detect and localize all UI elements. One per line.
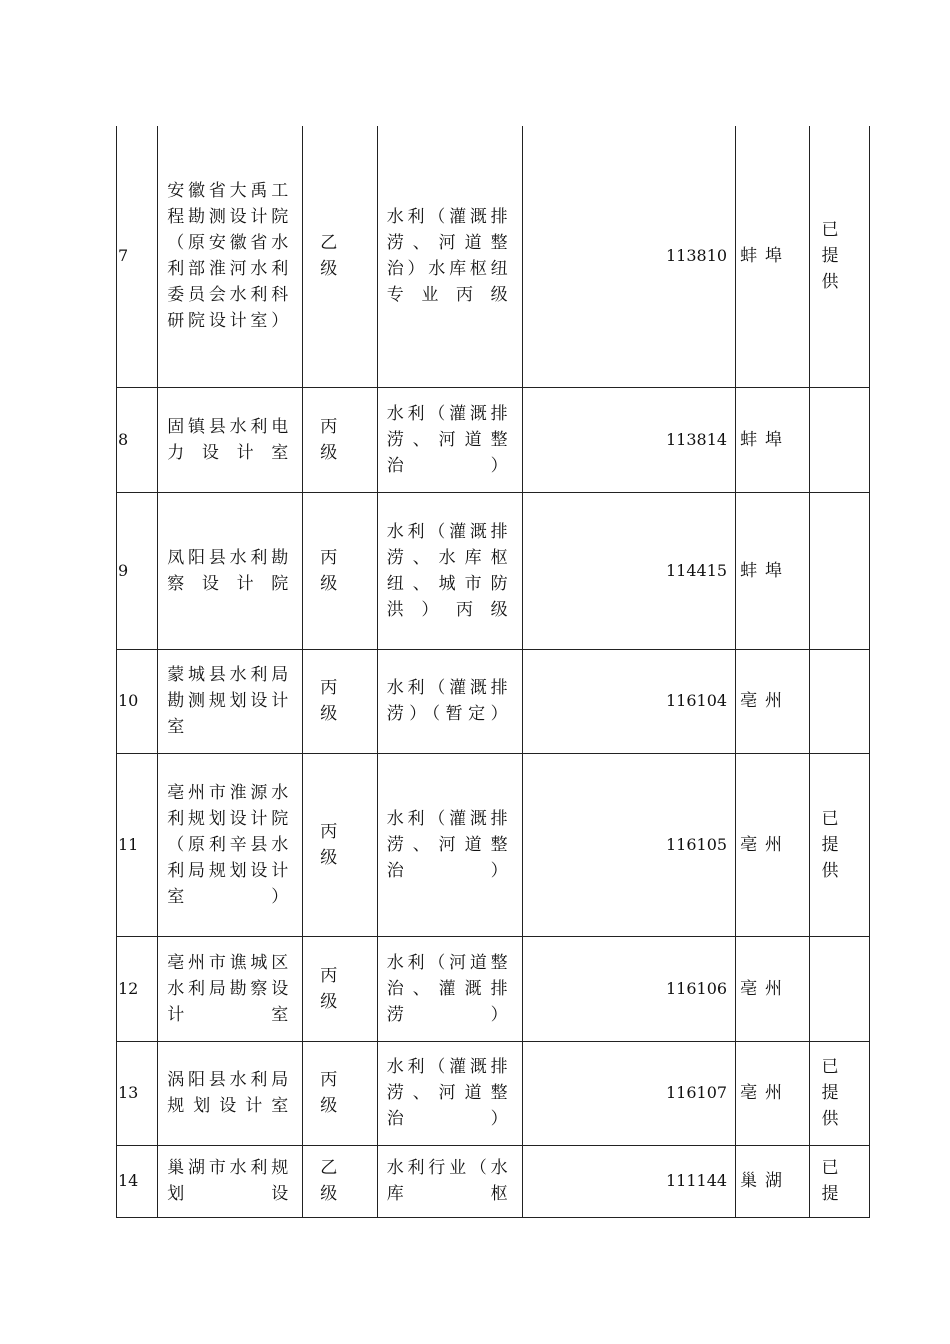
table-row [117, 126, 870, 387]
row-number: 10 [117, 649, 158, 753]
table-row [117, 387, 870, 492]
grade: 丙级 [320, 416, 340, 463]
certificate-code: 114415 [522, 492, 735, 649]
note: 已提供 [821, 1057, 839, 1129]
row-number: 11 [117, 753, 158, 936]
certificate-code: 113810 [522, 126, 735, 387]
table-row [117, 753, 870, 936]
business-scope: 水利（灌溉排涝）（暂定） [386, 678, 510, 724]
business-scope: 水利（灌溉排涝、水库枢纽、城市防洪）丙级 [386, 521, 510, 620]
unit-name: 巢湖市水利规划设 [167, 1158, 291, 1204]
note: 已提供 [821, 220, 839, 293]
row-number: 8 [117, 387, 158, 492]
unit-name: 亳州市淮源水利规划设计院（原利辛县水利局规划设计室） [167, 782, 291, 907]
unit-name: 涡阳县水利局规划设计室 [167, 1070, 291, 1116]
grade: 乙级 [320, 1158, 340, 1204]
table-row [117, 492, 870, 649]
unit-name: 安徽省大禹工程勘测设计院 （原安徽省水利部淮河水利委员会水利科研院设计室） [167, 181, 291, 332]
grade: 乙级 [320, 233, 340, 280]
grade: 丙级 [320, 678, 340, 724]
table-row [117, 649, 870, 753]
certificate-code: 116106 [522, 936, 735, 1041]
city: 亳州 [740, 834, 791, 855]
unit-name: 亳州市谯城区水利局勘察设计室 [167, 952, 291, 1025]
city: 蚌埠 [740, 560, 791, 581]
certificate-code: 116104 [522, 649, 735, 753]
certificate-code: 113814 [522, 387, 735, 492]
certificate-code: 116107 [522, 1041, 735, 1145]
city: 巢湖 [740, 1171, 791, 1191]
grade: 丙级 [320, 821, 340, 868]
row-number: 14 [117, 1145, 158, 1217]
row-number: 7 [117, 126, 158, 387]
city: 蚌埠 [740, 246, 791, 267]
table-row [117, 936, 870, 1041]
row-number: 9 [117, 492, 158, 649]
grade: 丙级 [320, 965, 340, 1012]
business-scope: 水利（灌溉排涝、河道整治）水库枢纽专业丙级 [386, 207, 510, 306]
grade: 丙级 [320, 547, 340, 594]
qualification-table [116, 126, 870, 1218]
unit-name: 凤阳县水利勘察设计院 [167, 547, 291, 594]
business-scope: 水利（河道整治、灌溉排涝） [386, 952, 510, 1025]
city: 蚌埠 [740, 429, 791, 450]
table-row [117, 1041, 870, 1145]
city: 亳州 [740, 1083, 791, 1103]
business-scope: 水利行业（水库枢 [386, 1158, 510, 1204]
note: 已提供 [821, 808, 839, 881]
row-number: 13 [117, 1041, 158, 1145]
business-scope: 水利（灌溉排涝、河道整治） [386, 808, 510, 881]
city: 亳州 [740, 978, 791, 999]
table-row [117, 1145, 870, 1217]
business-scope: 水利（灌溉排涝、河道整治） [386, 403, 510, 476]
note: 已提 [821, 1158, 839, 1204]
row-number: 12 [117, 936, 158, 1041]
city: 亳州 [740, 691, 791, 711]
certificate-code: 116105 [522, 753, 735, 936]
certificate-code: 111144 [522, 1145, 735, 1217]
unit-name: 固镇县水利电力设计室 [167, 416, 291, 463]
unit-name: 蒙城县水利局勘测规划设计室 [167, 665, 291, 737]
business-scope: 水利（灌溉排涝、河道整治） [386, 1057, 510, 1129]
grade: 丙级 [320, 1070, 340, 1116]
